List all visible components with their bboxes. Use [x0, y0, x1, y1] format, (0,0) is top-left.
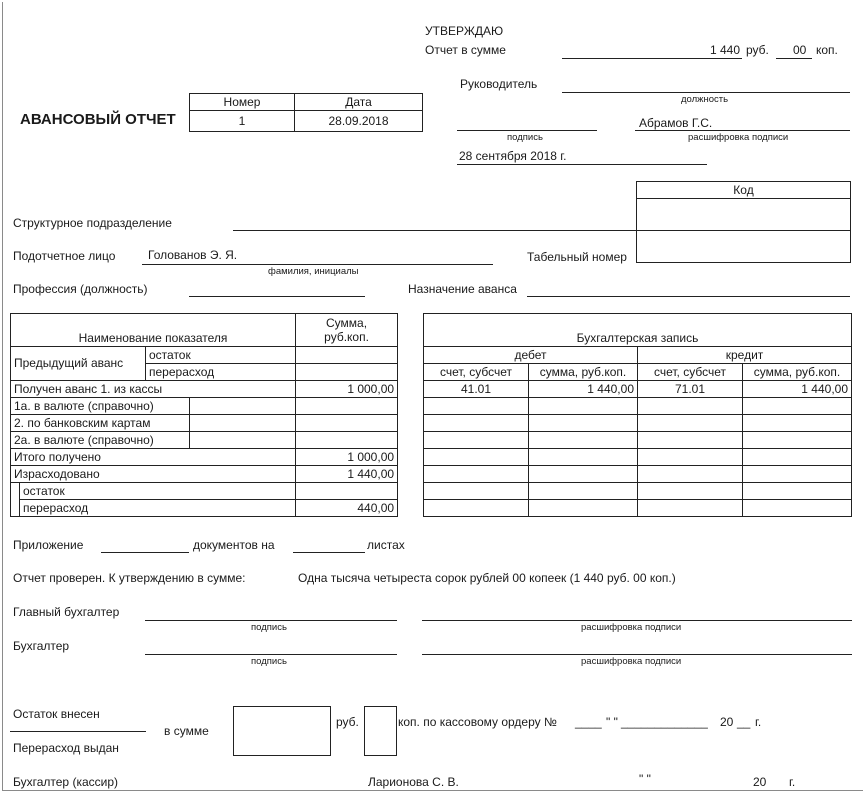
purpose-label: Назначение аванса [408, 282, 517, 296]
decoding-name: Абрамов Г.С. [639, 116, 713, 130]
checked-value: Одна тысяча четыреста сорок рублей 00 копеек (1 440 руб. 00 коп.) [298, 571, 676, 585]
report-sum-label: Отчет в сумме [425, 43, 506, 57]
cashier-label: Бухгалтер (кассир) [13, 775, 118, 789]
person-value: Голованов Э. Я. [148, 248, 238, 262]
doc-title: АВАНСОВЫЙ ОТЧЕТ [20, 111, 176, 128]
rest-label: остаток [20, 483, 296, 500]
signature-caption: подпись [507, 132, 543, 143]
debit-sum: 1 440,00 [529, 381, 638, 398]
table-row [424, 449, 852, 466]
rest-deposited-line [10, 731, 146, 732]
credit-account: 71.01 [638, 381, 743, 398]
prev-pererashod-label: перерасход [146, 364, 296, 381]
signature-line [457, 130, 597, 131]
row-value: 1 000,00 [296, 381, 398, 398]
in-sum-label: в сумме [164, 724, 209, 738]
row-value [296, 432, 398, 449]
row-extra [190, 415, 296, 432]
rub-label: руб. [746, 43, 769, 57]
table-row [11, 415, 398, 432]
rest-deposited-label: Остаток внесен [13, 707, 100, 721]
prev-advance-label: Предыдущий аванс [11, 347, 146, 381]
tab-label: Табельный номер [527, 250, 627, 264]
credit-account-header: счет, субсчет [638, 364, 743, 381]
rub-value: 1 440 [709, 43, 740, 57]
kop-label: коп. [816, 43, 838, 57]
docs-on-label: документов на [193, 538, 275, 552]
decoding-caption: расшифровка подписи [688, 132, 789, 143]
table-row [11, 500, 398, 517]
row-value [296, 398, 398, 415]
prev-ostatok-label: остаток [146, 347, 296, 364]
row-label: 1а. в валюте (справочно) [11, 398, 190, 415]
code-cell-division [637, 199, 851, 231]
approve-title: УТВЕРЖДАЮ [425, 24, 504, 38]
rub-label-footer: руб. [336, 715, 359, 729]
order-year-suffix: г. [755, 715, 762, 729]
decoding-line [635, 130, 850, 131]
table-row [11, 466, 398, 483]
col-sum-header-2: руб.коп. [324, 330, 369, 344]
debit-sum-header: сумма, руб.коп. [529, 364, 638, 381]
division-line [233, 230, 636, 231]
approve-date-line [457, 164, 707, 165]
chief-decoding-caption: расшифровка подписи [581, 622, 682, 633]
kop-order-label: коп. по кассовому ордеру № [398, 715, 557, 729]
person-label: Подотчетное лицо [13, 249, 116, 263]
cashier-year: 20 [753, 775, 767, 789]
table-row [424, 398, 852, 415]
debit-account: 41.01 [424, 381, 529, 398]
sheets-label: листах [367, 538, 405, 552]
credit-header: кредит [638, 347, 852, 364]
accountant-decoding-caption: расшифровка подписи [581, 656, 682, 667]
kop-value: 00 [793, 43, 807, 57]
order-year-blank: __ [737, 715, 751, 729]
attach-sheets-line [293, 552, 365, 553]
code-header: Код [637, 182, 851, 199]
table-row [424, 432, 852, 449]
rest-value [296, 483, 398, 500]
table-row [424, 500, 852, 517]
indent-cell [11, 483, 20, 517]
person-line [142, 264, 493, 265]
kop-line [776, 58, 812, 59]
row-label: Итого получено [11, 449, 296, 466]
doc-number: 1 [190, 111, 295, 132]
over-value: 440,00 [296, 500, 398, 517]
rub-line [562, 58, 742, 59]
kop-amount-box [364, 706, 397, 756]
row-label: 2а. в валюте (справочно) [11, 432, 190, 449]
order-year: 20 [720, 715, 734, 729]
col-sum-header-1: Сумма, [326, 316, 368, 330]
row-value: 1 440,00 [296, 466, 398, 483]
profession-line [189, 296, 365, 297]
code-table [636, 181, 851, 263]
accountant-signature-line [145, 654, 397, 655]
accountant-decoding-line [422, 654, 852, 655]
indicators-table [10, 313, 398, 517]
table-row [11, 483, 398, 500]
chief-signature-line [145, 620, 397, 621]
row-label: 2. по банковским картам [11, 415, 190, 432]
chief-label: Главный бухгалтер [13, 605, 120, 619]
row-value: 1 000,00 [296, 449, 398, 466]
cashier-year-suffix: г. [789, 775, 796, 789]
attach-label: Приложение [13, 538, 84, 552]
row-value [296, 415, 398, 432]
credit-sum: 1 440,00 [743, 381, 852, 398]
person-caption: фамилия, инициалы [268, 266, 359, 277]
accounting-table [423, 313, 852, 517]
row-extra [190, 398, 296, 415]
table-row [11, 449, 398, 466]
col-sum-header [296, 314, 398, 347]
position-line [562, 92, 850, 93]
division-label: Структурное подразделение [13, 216, 172, 230]
attach-docs-line [101, 552, 189, 553]
table-row [424, 415, 852, 432]
doc-date: 28.09.2018 [295, 111, 423, 132]
approve-date: 28 сентября 2018 г. [459, 149, 567, 163]
debit-header: дебет [424, 347, 638, 364]
order-number-blank: ____ [575, 715, 602, 729]
code-cell-tab [637, 231, 851, 263]
cashier-quotes: " " [639, 772, 651, 786]
table-row [424, 483, 852, 500]
credit-sum-header: сумма, руб.коп. [743, 364, 852, 381]
table-row [11, 381, 398, 398]
purpose-line [527, 296, 850, 297]
table-row [11, 398, 398, 415]
over-paid-label: Перерасход выдан [13, 741, 119, 755]
col-name-header: Наименование показателя [11, 314, 296, 347]
cashier-name: Ларионова С. В. [368, 775, 459, 789]
head-label: Руководитель [460, 77, 538, 91]
debit-account-header: счет, субсчет [424, 364, 529, 381]
table-row [11, 432, 398, 449]
accounting-header: Бухгалтерская запись [424, 314, 852, 347]
row-label: Получен аванс 1. из кассы [11, 381, 296, 398]
accountant-signature-caption: подпись [251, 656, 287, 667]
row-label: Израсходовано [11, 466, 296, 483]
checked-label: Отчет проверен. К утверждению в сумме: [13, 571, 246, 585]
chief-decoding-line [422, 620, 852, 621]
date-header: Дата [295, 94, 423, 111]
over-label: перерасход [20, 500, 296, 517]
chief-signature-caption: подпись [251, 622, 287, 633]
position-caption: должность [681, 94, 729, 105]
order-date-quotes: " " [606, 715, 618, 729]
profession-label: Профессия (должность) [13, 282, 148, 296]
table-row [424, 381, 852, 398]
prev-pererashod-value [296, 364, 398, 381]
order-date-blank: _____________ [621, 715, 708, 729]
number-header: Номер [190, 94, 295, 111]
prev-ostatok-value [296, 347, 398, 364]
row-extra [190, 432, 296, 449]
table-row [424, 466, 852, 483]
doc-number-table [189, 93, 423, 132]
accountant-label: Бухгалтер [13, 639, 70, 653]
rub-amount-box [233, 706, 331, 756]
